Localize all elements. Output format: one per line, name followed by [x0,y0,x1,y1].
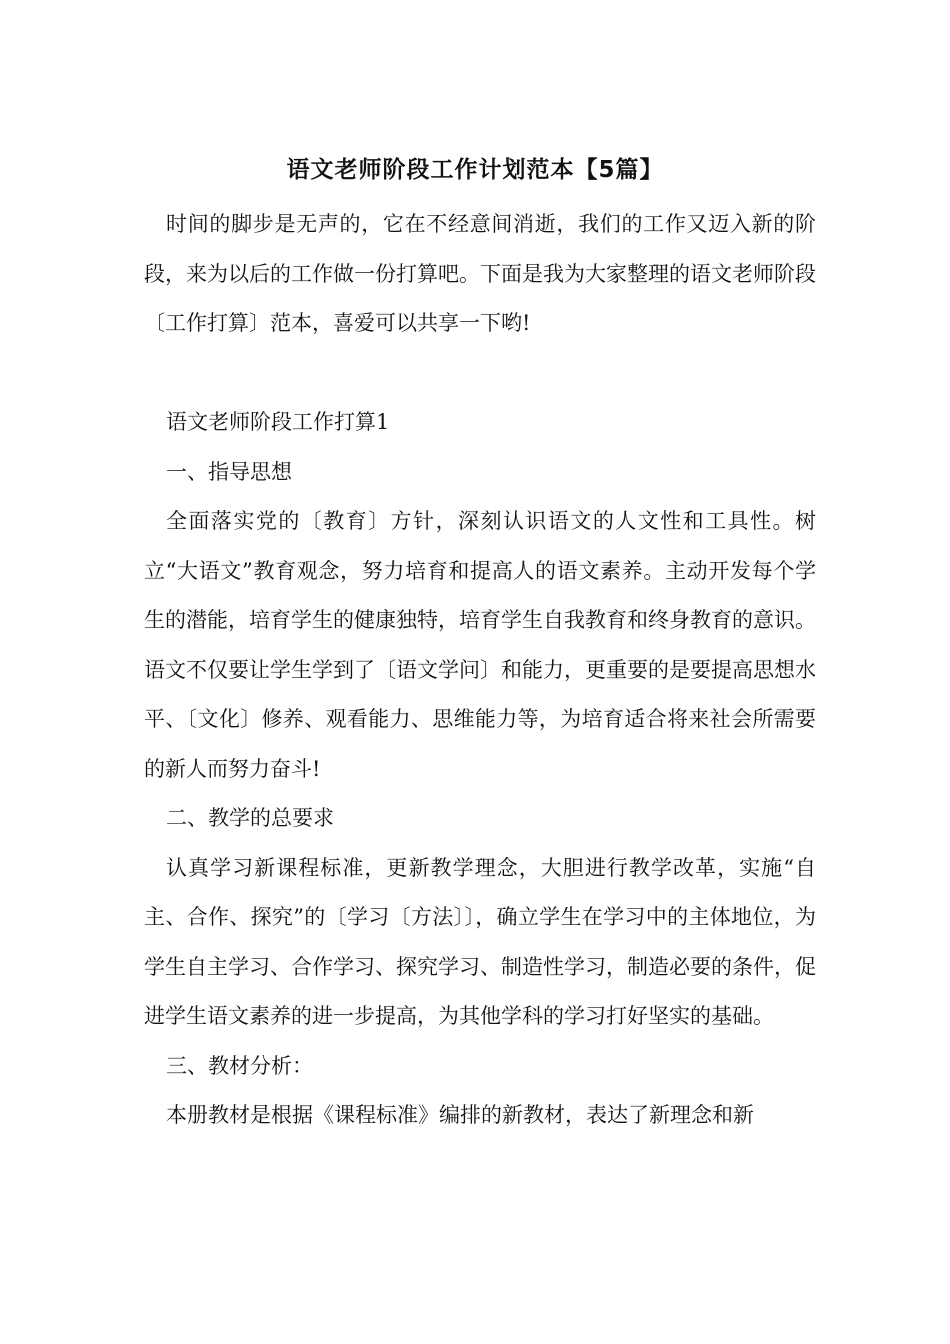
paragraph-teaching-requirements: 认真学习新课程标准，更新教学理念，大胆进行教学改革，实施“自主、合作、探究”的〔学习〔方法〕〕，确立学生在学习中的主体地位，为学生自主学习、合作学习、探究学习、制造性学习，制造必要的条件，促进学生语文素养的进一步提高，为其他学科的学习打好坚实的基础。 [144,855,816,1028]
intro-paragraph: 时间的脚步是无声的，它在不经意间消逝，我们的工作又迈入新的阶段，来为以后的工作做一份打算吧。下面是我为大家整理的语文老师阶段〔工作打算〕范本，喜爱可以共享一下哟! [144,212,816,335]
heading-teaching-requirements: 二、教学的总要求 [166,806,334,830]
heading-textbook-analysis: 三、教材分析： [166,1053,313,1078]
content-block [144,398,816,1141]
section-title: 语文老师阶段工作打算1 [166,410,390,434]
document-title: 语文老师阶段工作计划范本【5篇】 [286,157,664,183]
heading-guiding-ideology: 一、指导思想 [166,459,292,484]
paragraph-guiding-ideology: 全面落实党的〔教育〕方针，深刻认识语文的人文性和工具性。树立“大语文”教育观念，努力培育和提高人的语文素养。主动开发每个学生的潜能，培育学生的健康独特，培育学生自我教育和终身教育的意识。语文不仅要让学生学到了〔语文学问〕和能力，更重要的是要提高思想水平、〔文化〕修养、观看能力、思维能力等，为培育适合将来社会所需要的新人而努力奋斗! [144,509,816,781]
paragraph-textbook-analysis: 本册教材是根据《课程标准》编排的新教材，表达了新理念和新 [166,1103,754,1127]
intro-block [144,200,816,349]
